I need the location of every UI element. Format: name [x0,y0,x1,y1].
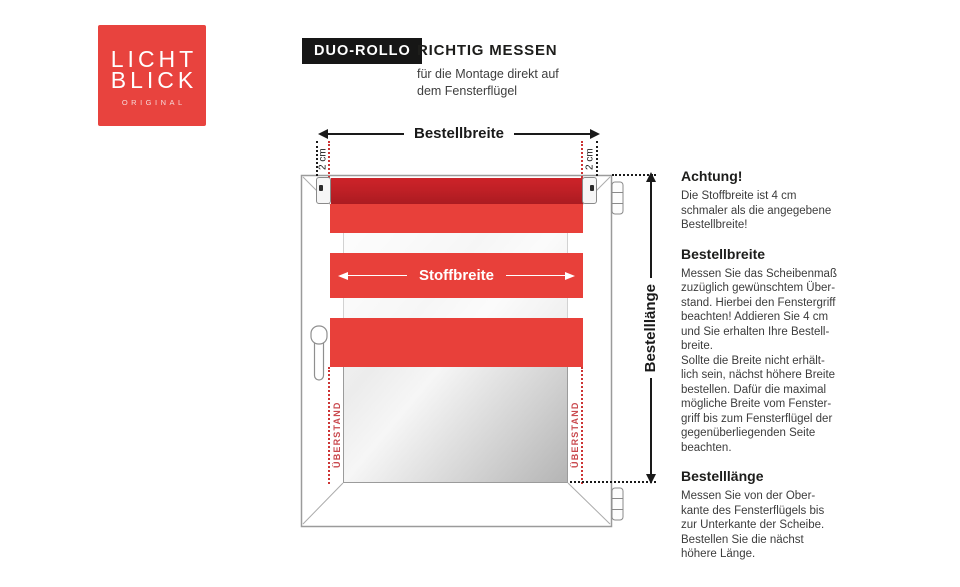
arrow-line [650,378,652,474]
arrow-line [348,275,407,277]
order-length-label: Bestelllänge [642,283,659,373]
logo-word-2: BLICK [110,67,198,93]
instruction-heading: Bestelllänge [681,468,764,484]
instruction-heading: Achtung! [681,168,743,184]
page-title: RICHTIG MESSEN [417,42,558,59]
logo-subtext: ORIGINAL [121,98,186,107]
arrow-right-icon [565,272,575,280]
instruction-body: Messen Sie von der Ober- kante des Fensterflügels bis zur Unterkante der Scheibe. Bestellen Sie die nächst höhere Länge. [681,490,825,560]
arrow-right-icon [590,129,600,139]
instruction-body: Die Stoffbreite ist 4 cm schmaler als die angegebene Bestellbreite! [681,190,832,231]
fabric-width-arrow [338,253,575,298]
dotted-guide-order-width-right [596,141,598,176]
bracket-pin-right [590,185,594,191]
fabric-band-1 [330,204,583,233]
product-badge: DUO-ROLLO [302,38,422,64]
fabric-sheer-1 [330,233,583,253]
arrow-left-icon [318,129,328,139]
fabric-sheer-2 [330,298,583,318]
dotted-guide-overhang-left [328,367,330,484]
order-length-arrow [642,172,659,484]
fabric-band-3 [330,318,583,367]
page-subtitle: für die Montage direkt auf dem Fensterflügel [417,67,559,98]
hinge-bottom [612,488,623,520]
arrow-line [506,275,565,277]
instruction-block-attention [681,168,841,233]
bracket-right [582,177,597,204]
offset-label-right: 2 cm [584,148,596,170]
instruction-block-order-length [681,468,841,562]
order-width-arrow [318,126,600,141]
instruction-heading: Bestellbreite [681,245,766,262]
instructions-panel [681,168,841,575]
instruction-block-order-width [681,246,841,456]
roller-tube [331,178,583,204]
overhang-label-left: ÜBERSTAND [332,401,342,468]
hinge-top [612,182,623,214]
arrow-line [328,133,404,135]
offset-label-left: 2 cm [317,148,329,170]
instruction-body: Messen Sie das Scheibenmaß zuzüglich gewünschtem Über- stand. Hierbei den Fenstergriff beachten! Addieren Sie 4 cm und Sie erhalten Ihre Bestell- breite. Sollte die Breite nicht erhält- lich sein, nächst höhere Breite bestellen. Dafür die maximal mögliche Breite vom Fenster- griff bis zum Fensterflügel der gegenüberliegenden Seite beachten. [681,267,837,454]
order-width-label: Bestellbreite [413,125,505,142]
arrow-left-icon [338,272,348,280]
bracket-left [316,177,331,204]
arrow-up-icon [646,172,656,182]
arrow-line [514,133,590,135]
fabric-width-label: Stoffbreite [419,267,494,284]
dotted-guide-fabric-right-top [581,141,583,178]
overhang-label-right: ÜBERSTAND [570,401,580,468]
arrow-line [650,182,652,278]
logo-word-1: LICHT [110,46,198,72]
bracket-pin-left [319,185,323,191]
arrow-down-icon [646,474,656,484]
dotted-guide-overhang-right [581,367,583,484]
fabric-band-2 [330,253,583,298]
